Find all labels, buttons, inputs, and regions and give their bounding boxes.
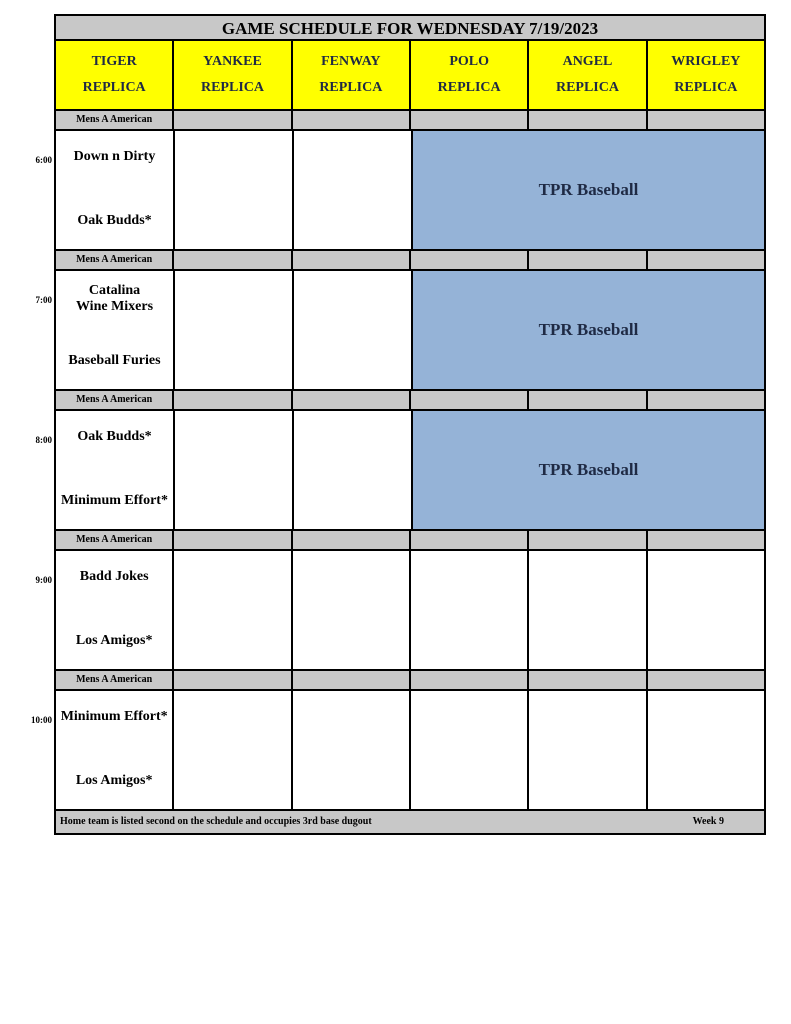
home-team: Los Amigos* — [75, 633, 153, 648]
division-label: Mens A American — [56, 531, 174, 549]
division-label: Mens A American — [56, 391, 174, 409]
division-row — [54, 111, 766, 129]
empty-cell — [294, 271, 413, 389]
empty-cell — [529, 691, 647, 809]
empty-cell — [175, 131, 294, 249]
division-label: Mens A American — [56, 111, 174, 129]
away-team: Catalina Wine Mixers — [75, 283, 154, 314]
field-angel — [529, 41, 647, 109]
slot-time: 8:00 — [35, 435, 52, 445]
reserved-block: TPR Baseball — [413, 131, 764, 249]
schedule-sheet — [31, 14, 766, 835]
empty-cell — [175, 271, 294, 389]
away-team: Badd Jokes — [79, 569, 149, 584]
game-cell — [56, 551, 174, 669]
home-team: Minimum Effort* — [61, 493, 168, 508]
division-row — [54, 671, 766, 689]
game-cell — [56, 271, 175, 389]
field-name: FENWAY — [321, 54, 381, 69]
away-team: Minimum Effort* — [60, 709, 168, 724]
empty-cell — [411, 551, 529, 669]
empty-cell — [175, 411, 294, 529]
field-sub: REPLICA — [437, 80, 501, 95]
time-slot — [35, 549, 766, 671]
time-slot — [31, 689, 766, 811]
empty-cell — [293, 691, 411, 809]
away-team: Oak Budds* — [77, 429, 152, 444]
reserved-block: TPR Baseball — [413, 411, 764, 529]
schedule-title: GAME SCHEDULE FOR WEDNESDAY 7/19/2023 — [54, 14, 766, 39]
field-name: ANGEL — [562, 54, 613, 69]
time-slot — [35, 409, 766, 531]
field-name: WRIGLEY — [671, 54, 741, 69]
empty-cell — [411, 691, 529, 809]
time-slot — [35, 269, 766, 391]
field-sub: REPLICA — [674, 80, 738, 95]
slot-time: 7:00 — [35, 295, 52, 305]
reserved-block: TPR Baseball — [413, 271, 764, 389]
game-cell — [56, 691, 174, 809]
empty-cell — [174, 551, 292, 669]
field-wrigley — [648, 41, 764, 109]
empty-cell — [529, 551, 647, 669]
home-team: Los Amigos* — [75, 773, 153, 788]
slot-time: 10:00 — [31, 715, 52, 725]
division-row — [54, 531, 766, 549]
field-polo — [411, 41, 529, 109]
field-name: TIGER — [91, 54, 137, 69]
empty-cell — [294, 411, 413, 529]
slot-time: 9:00 — [35, 575, 52, 585]
division-label: Mens A American — [56, 671, 174, 689]
footer-note: Home team is listed second on the schedule and occupies 3rd base dugout — [60, 816, 372, 827]
field-sub: REPLICA — [200, 80, 264, 95]
empty-cell — [293, 551, 411, 669]
game-cell — [56, 131, 175, 249]
empty-cell — [174, 691, 292, 809]
field-tiger — [56, 41, 174, 109]
away-team: Down n Dirty — [73, 149, 156, 164]
field-header-row — [54, 39, 766, 111]
field-fenway — [293, 41, 411, 109]
division-row — [54, 251, 766, 269]
division-label: Mens A American — [56, 251, 174, 269]
home-team: Oak Budds* — [77, 213, 152, 228]
field-name: POLO — [449, 54, 489, 69]
field-sub: REPLICA — [319, 80, 383, 95]
empty-cell — [648, 691, 764, 809]
empty-cell — [648, 551, 764, 669]
time-slot — [35, 129, 766, 251]
schedule-footer — [54, 811, 766, 835]
slot-time: 6:00 — [35, 155, 52, 165]
empty-cell — [294, 131, 413, 249]
week-label: Week 9 — [692, 816, 724, 827]
field-sub: REPLICA — [555, 80, 619, 95]
field-name: YANKEE — [203, 54, 262, 69]
division-row — [54, 391, 766, 409]
field-yankee — [174, 41, 292, 109]
game-cell — [56, 411, 175, 529]
home-team: Baseball Furies — [68, 353, 161, 368]
field-sub: REPLICA — [82, 80, 146, 95]
